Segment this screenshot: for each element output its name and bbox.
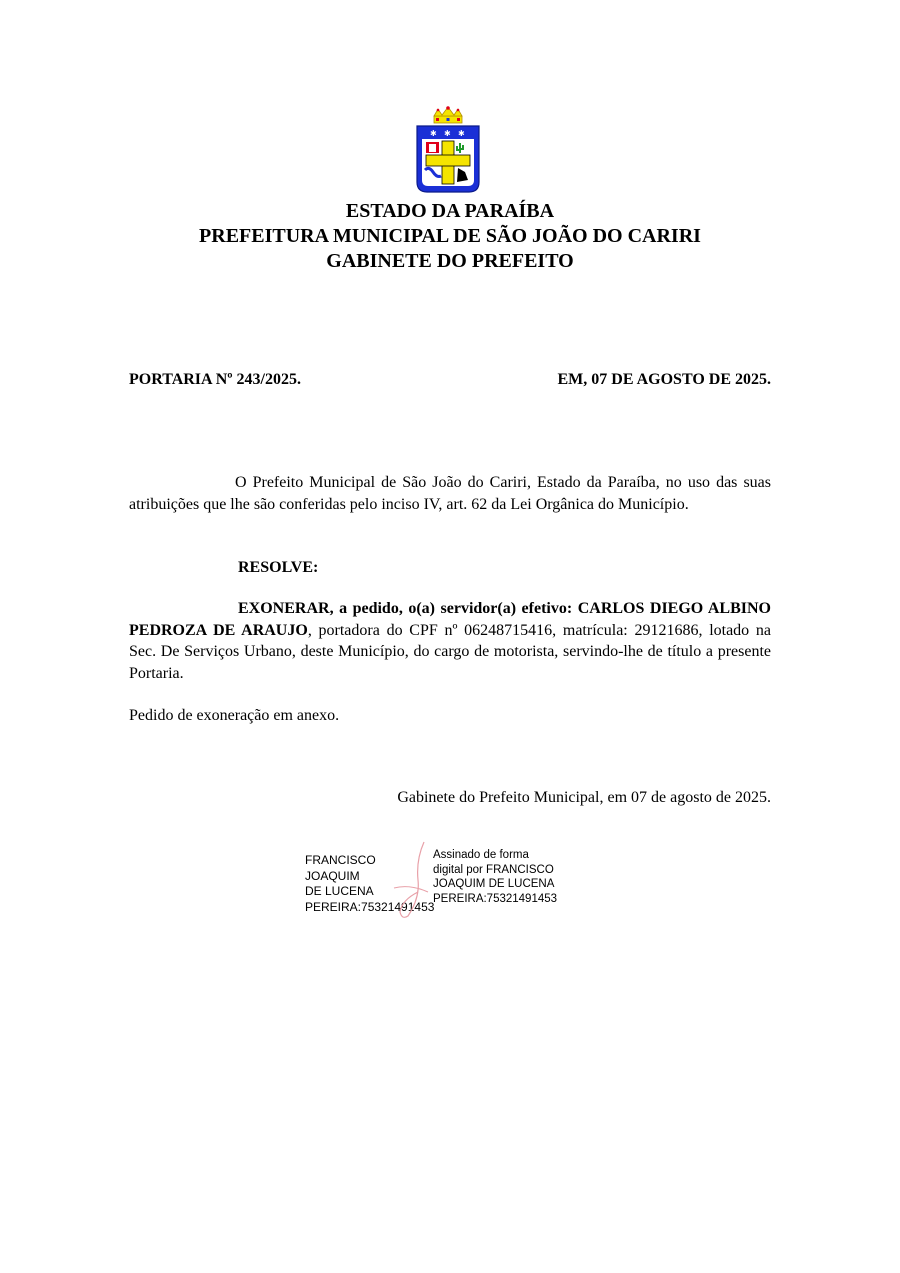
- portaria-number: PORTARIA Nº 243/2025.: [129, 371, 301, 388]
- svg-text:✱: ✱: [444, 129, 451, 138]
- signature-info-line: digital por FRANCISCO: [433, 863, 554, 876]
- signature-info: [433, 848, 573, 906]
- svg-text:✱: ✱: [458, 129, 465, 138]
- portaria-date: EM, 07 DE AGOSTO DE 2025.: [557, 371, 771, 388]
- signer-name-line: FRANCISCO JOAQUIM: [305, 853, 376, 883]
- header-cabinet: GABINETE DO PREFEITO: [326, 250, 574, 272]
- closing-line: Gabinete do Prefeito Municipal, em 07 de agosto de 2025.: [397, 789, 771, 806]
- municipal-coat-of-arms-icon: [413, 106, 483, 194]
- signer-name-line: PEREIRA:75321491453: [305, 899, 435, 914]
- signature-info-line: PEREIRA:75321491453: [433, 892, 558, 905]
- header-prefecture: PREFEITURA MUNICIPAL DE SÃO JOÃO DO CARIRI: [199, 225, 701, 247]
- digital-signature-block: [300, 840, 580, 920]
- svg-text:✱: ✱: [430, 129, 437, 138]
- header-state: ESTADO DA PARAÍBA: [345, 200, 555, 222]
- exoneration-details-text: , portadora do CPF nº 06248715416, matrícula: 29121686, lotado na Sec. De Serviços Urbano, deste Município, do cargo de motorista, servindo-lhe de título a presente Portaria.: [129, 621, 772, 682]
- signature-info-line: Assinado de forma: [433, 849, 529, 861]
- annex-note: Pedido de exoneração em anexo.: [129, 707, 340, 724]
- signature-scribble-icon: [388, 840, 438, 920]
- intro-paragraph: O Prefeito Municipal de São João do Cariri, Estado da Paraíba, no uso das suas atribuições que lhe são conferidas pelo inciso IV, art. 62 da Lei Orgânica do Município.: [129, 474, 771, 513]
- portaria-heading: [129, 370, 771, 392]
- exoneration-bold-text: EXONERAR, a pedido, o(a) servidor(a) efetivo: CARLOS DIEGO ALBINO PEDROZA DE ARAUJO: [129, 600, 771, 639]
- resolve-heading: RESOLVE:: [238, 559, 319, 576]
- signer-name-line: DE LUCENA: [305, 884, 374, 898]
- exoneration-paragraph: [129, 598, 771, 684]
- signature-info-line: JOAQUIM DE LUCENA: [433, 878, 555, 890]
